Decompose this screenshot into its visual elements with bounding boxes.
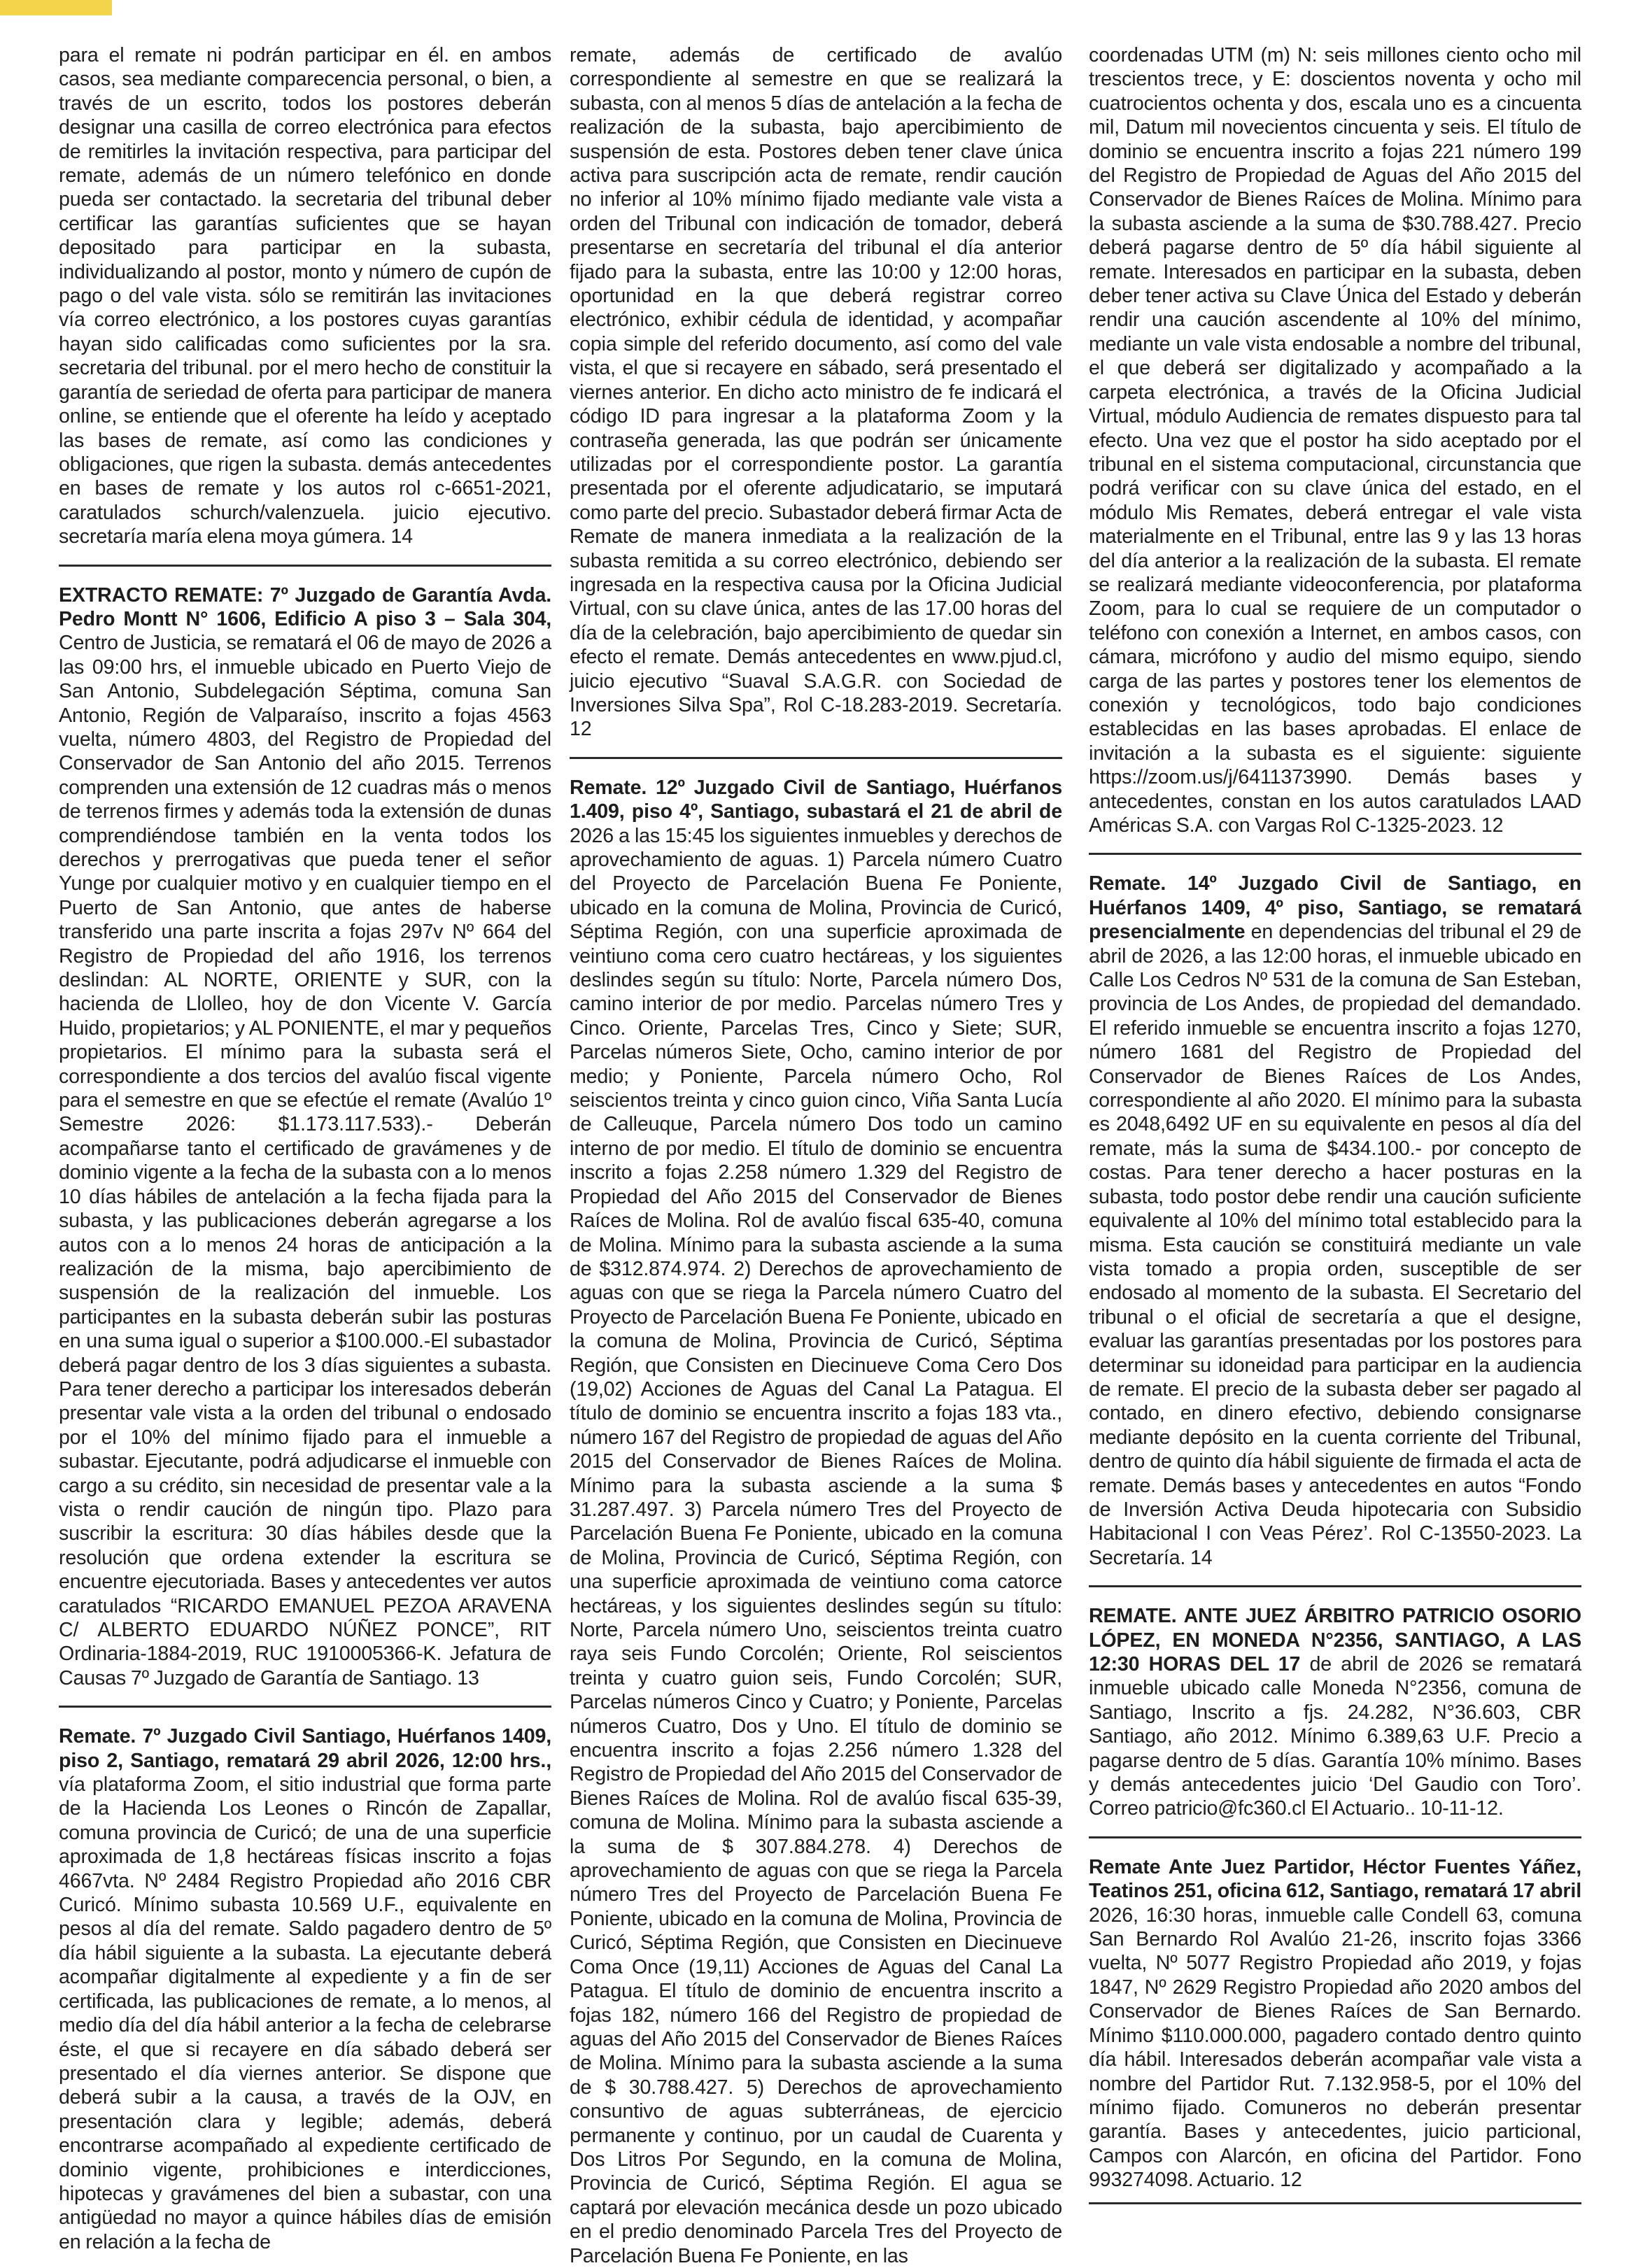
notice-heading: Remate Ante Juez Partidor, Héctor Fuentes Yáñez, Teatinos 251, oficina 612, Santiago, rematará 17 abril	[1089, 1855, 1581, 1903]
notice-continuation	[570, 43, 1062, 742]
notice-divider	[59, 565, 551, 567]
notice-body: para el remate ni podrán participar en él. en ambos casos, sea mediante comparecencia personal, o bien, a través de un escrito, todos los postores deberán designar una casilla de correo electrónica para efectos de remitirles la invitación respectiva, para participar del remate, además de un número telefónico en donde pueda ser contactado. la secretaria del tribunal deber certificar las garantías suficientes que se hayan depositado para participar en la subasta, individualizando al postor, monto y número de cupón de pago o del vale vista. sólo se remitirán las invitaciones vía correo electrónico, a los postores cuyas garantías hayan sido calificadas como suficientes por la sra. secretaria del tribunal. por el mero hecho de constituir la garantía de seriedad de oferta para participar de manera online, se entiende que el oferente ha leído y aceptado las bases de remate, así como las condiciones y obligaciones, que rigen la subasta. demás antecedentes en bases de remate y los autos rol c-6651-2021, caratulados schurch/valenzuela. juicio ejecutivo. secretaría maría elena moya gúmera. 14	[59, 44, 551, 548]
notice-divider	[1089, 1836, 1581, 1838]
notice-divider	[1089, 2202, 1581, 2204]
page-corner-marker	[0, 0, 112, 15]
notice-remate-juez-partidor	[1089, 1855, 1581, 2192]
notice-heading: EXTRACTO REMATE: 7º Juzgado de Garantía Avda. Pedro Montt N° 1606, Edificio A piso 3 – Sala 304,	[59, 583, 551, 630]
notice-remate-7-juzgado-civil	[59, 1724, 551, 2254]
notice-divider	[1089, 853, 1581, 855]
notice-continuation	[1089, 43, 1581, 837]
column-1	[59, 43, 551, 2253]
notice-body: 2026, 16:30 horas, inmueble calle Condell 63, comuna San Bernardo Rol Avalúo 21-26, inscrito fojas 3366 vuelta, Nº 5077 Registro Propiedad año 2019, y fojas 1847, Nº 2629 Registro Propiedad año 2020 ambos del Conservador de Bienes Raíces de San Bernardo. Mínimo $110.000.000, pagadero contado dentro quinto día hábil. Interesados deberán acompañar vale vista a nombre del Partidor Rut. 7.132.958-5, por el 10% del mínimo fijado. Comuneros no deberán presentar garantía. Bases y antecedentes, juicio particional, Campos con Alarcón, en oficina del Partidor. Fono 993274098. Actuario. 12	[1089, 1904, 1581, 2192]
notice-continuation	[59, 43, 551, 549]
notice-body: en dependencias del tribunal el 29 de abril de 2026, a las 12:00 horas, el inmueble ubicado en Calle Los Cedros Nº 531 de la comuna de San Esteban, provincia de Los Andes, de propiedad del demandado. El referido inmueble se encuentra inscrito a fojas 1270, número 1681 del Registro de Propiedad del Conservador de Bienes Raíces de Los Andes, correspondiente al año 2020. El mínimo para la subasta es 2048,6492 UF en su equivalente en pesos al día del remate, más la suma de $434.100.- por concepto de costas. Para tener derecho a hacer posturas en la subasta, todo postor debe rendir una caución suficiente equivalente al 10% del mínimo total establecido para la misma. Esta caución se constituirá mediante un vale vista tomado a propia orden, susceptible de ser endosado al momento de la subasta. El Secretario del tribunal o el oficial de secretaría a que el designe, evaluar las garantías presentadas por los postores para determinar su idoneidad para participar en la audiencia de remate. El precio de la subasta deber ser pagado al contado, en dinero efectivo, debiendo consignarse mediante depósito en la cuenta corriente del Tribunal, dentro de quinto día hábil siguiente de firmada el acta de remate. Demás bases y antecedentes en autos “Fondo de Inversión Activa Deuda hipotecaria con Subsidio Habitacional I con Veas Pérez’. Rol C-13550-2023. La Secretaría. 14	[1089, 921, 1581, 1569]
notice-remate-12-juzgado-civil	[570, 776, 1062, 2268]
notice-body: 2026 a las 15:45 los siguientes inmuebles y derechos de aprovechamiento de aguas. 1) Parcela número Cuatro del Proyecto de Parcelación Buena Fe Poniente, ubicado en la comuna de Molina, Provincia de Curicó, Séptima Región, con una superficie aproximada de veintiuno coma cero cuatro hectáreas, y los siguientes deslindes según su título: Norte, Parcela número Dos, camino interior de por medio. Parcelas número Tres y Cinco. Oriente, Parcelas Tres, Cinco y Siete; SUR, Parcelas números Siete, Ocho, camino interior de por medio; y Poniente, Parcela número Ocho, Rol seiscientos treinta y cinco guion cinco, Viña Santa Lucía de Calleuque, Parcela número Dos todo un camino interno de por medio. El título de dominio se encuentra inscrito a fojas 2.258 número 1.329 del Registro de Propiedad del Año 2015 del Conservador de Bienes Raíces de Molina. Rol de avalúo fiscal 635-40, comuna de Molina. Mínimo para la subasta asciende a la suma de $312.874.974. 2) Derechos de aprovechamiento de aguas con que se riega la Parcela número Cuatro del Proyecto de Parcelación Buena Fe Poniente, ubicado en la comuna de Molina, Provincia de Curicó, Séptima Región, que Consisten en Diecinueve Coma Cero Dos (19,02) Acciones de Aguas del Canal La Patagua. El título de dominio se encuentra inscrito a fojas 183 vta., número 167 del Registro de propiedad de aguas del Año 2015 del Conservador de Bienes Raíces de Molina. Mínimo para la subasta asciende a la suma $ 31.287.497. 3) Parcela número Tres del Proyecto de Parcelación Buena Fe Poniente, ubicado en la comuna de Molina, Provincia de Curicó, Séptima Región, con una superficie aproximada de veintiuno coma catorce hectáreas, y los siguientes deslindes según su título: Norte, Parcela número Uno, seiscientos treinta cuatro raya seis Fundo Corcolén; Oriente, Rol seiscientos treinta y cuatro guion seis, Fundo Corcolén; SUR, Parcelas números Cinco y Cuatro; y Poniente, Parcelas números Cuatro, Dos y Uno. El título de dominio se encuentra inscrito a fojas 2.256 número 1.328 del Registro de Propiedad del Año 2015 del Conservador de Bienes Raíces de Molina. Rol de avalúo fiscal 635-39, comuna de Molina. Mínimo para la subasta asciende a la suma de $ 307.884.278. 4) Derechos de aprovechamiento de aguas con que se riega la Parcela número Tres del Proyecto de Parcelación Buena Fe Poniente, ubicado en la comuna de Molina, Provincia de Curicó, Séptima Región, que Consisten en Diecinueve Coma Once (19,11) Acciones de Aguas del Canal La Patagua. El título de dominio de encuentra inscrito a fojas 182, número 166 del Registro de propiedad de aguas del Año 2015 del Conservador de Bienes Raíces de Molina. Mínimo para la subasta asciende a la suma de $ 30.788.427. 5) Derechos de aprovechamiento consuntivo de aguas subterráneas, de ejercicio permanente y continuo, por un caudal de Cuarenta y Dos Litros Por Segundo, en la comuna de Molina, Provincia de Curicó, Séptima Región. El agua se captará por elevación mecánica desde un pozo ubicado en el predio denominado Parcela Tres del Proyecto de Parcelación Buena Fe Poniente, en las	[570, 824, 1062, 2267]
notice-body: coordenadas UTM (m) N: seis millones ciento ocho mil trescientos trece, y E: doscientos noventa y ocho mil cuatrocientos ochenta y dos, escala uno es a cincuenta mil, Datum mil novecientos cincuenta y seis. El título de dominio se encuentra inscrito a fojas 221 número 199 del Registro de Propiedad de Aguas del Año 2015 del Conservador de Bienes Raíces de Molina. Mínimo para la subasta asciende a la suma de $30.788.427. Precio deberá pagarse dentro de 5º día hábil siguiente al remate. Interesados en participar en la subasta, deben deber tener activa su Clave Única del Estado y deberán rendir una caución ascendente al 10% del mínimo, mediante un vale vista endosable a nombre del tribunal, el que deberá ser digitalizado y acompañado a la carpeta electrónica, a través de la Oficina Judicial Virtual, módulo Audiencia de remates dispuesto para tal efecto. Una vez que el postor ha sido aceptado por el tribunal en el sistema computacional, circunstancia que podrá verificar con su clave única del estado, en el módulo Mis Remates, deberá entregar el vale vista materialmente en el Tribunal, entre las 9 y las 13 horas del día anterior a la realización de la subasta. El remate se realizará mediante videoconferencia, por plataforma Zoom, para lo cual se requiere de un computador o teléfono con conexión a Internet, en ambos casos, con cámara, micrófono y audio del mismo equipo, siendo carga de las partes y postores tener los elementos de conexión y tecnológicos, todo bajo condiciones establecidas en las bases aprobadas. El enlace de invitación a la subasta es el siguiente: siguiente https://zoom.us/j/6411373990. Demás bases y antecedentes, constan en los autos caratulados LAAD Américas S.A. con Vargas Rol C-1325-2023. 12	[1089, 44, 1581, 837]
column-2	[570, 43, 1062, 2267]
notice-divider	[59, 1706, 551, 1708]
notice-heading: REMATE. ANTE JUEZ ÁRBITRO PATRICIO OSORIO LÓPEZ, EN MONEDA N°2356, SANTIAGO, A LAS 12:30 HORAS DEL 17	[1089, 1605, 1581, 1675]
notice-divider	[570, 757, 1062, 759]
notice-heading: Remate. 14º Juzgado Civil de Santiago, en Huérfanos 1409, 4º piso, Santiago, se rematará presencialmente	[1089, 872, 1581, 944]
notice-extracto-remate	[59, 583, 551, 1691]
notice-heading: Remate. 12º Juzgado Civil de Santiago, Huérfanos 1.409, piso 4º, Santiago, subastará el 21 de abril de	[570, 776, 1062, 823]
notice-heading: Remate. 7º Juzgado Civil Santiago, Huérfanos 1409, piso 2, Santiago, rematará 29 abril 2026, 12:00 hrs.,	[59, 1725, 551, 1772]
column-3	[1089, 43, 1581, 2240]
notice-body: Centro de Justicia, se rematará el 06 de mayo de 2026 a las 09:00 hrs, el inmueble ubicado en Puerto Viejo de San Antonio, Subdelegación Séptima, comuna San Antonio, Región de Valparaíso, inscrito a fojas 4563 vuelta, número 4803, del Registro de Propiedad del Conservador de San Antonio del año 2015. Terrenos comprenden una extensión de 12 cuadras más o menos de terrenos firmes y además toda la extensión de dunas comprendiéndose también en la venta todos los derechos y prerrogativas que pueda tener el señor Yunge por cualquier motivo y en cualquier tiempo en el Puerto de San Antonio, que antes de haberse transferido una parte inscrita a fojas 297v Nº 664 del Registro de Propiedad del año 1916, los terrenos deslindan: AL NORTE, ORIENTE y SUR, con la hacienda de Llolleo, hoy de don Vicente V. García Huido, propietarios; y AL PONIENTE, el mar y pequeños propietarios. El mínimo para la subasta será el correspondiente a dos tercios del avalúo fiscal vigente para el semestre en que se efectúe el remate (Avalúo 1º Semestre 2026: $1.173.117.533).- Deberán acompañarse tanto el certificado de gravámenes y de dominio vigente a la fecha de la subasta con a lo menos 10 días hábiles de antelación a la fecha fijada para la subasta, y las publicaciones deberán agregarse a los autos con a lo menos 24 horas de anticipación a la realización de la misma, bajo apercibimiento de suspensión de la realización del inmueble. Los participantes en la subasta deberán subir las posturas en una suma igual o superior a $100.000.-El subastador deberá pagar dentro de los 3 días siguientes a subasta. Para tener derecho a participar los interesados deberán presentar vale vista a la orden del tribunal o endosado por el 10% del mínimo fijado para el inmueble a subastar. Ejecutante, podrá adjudicarse el inmueble con cargo a su crédito, sin necesidad de presentar vale a la vista o rendir caución de ningún tipo. Plazo para suscribir la escritura: 30 días hábiles desde que la resolución que ordena extender la escritura se encuentre ejecutoriada. Bases y antecedentes ver autos caratulados “RICARDO EMANUEL PEZOA ARAVENA C/ ALBERTO EDUARDO NÚÑEZ PONCE”, RIT Ordinaria-1884-2019, RUC 1910005366-K. Jefatura de Causas 7º Juzgado de Garantía de Santiago. 13	[59, 632, 551, 1689]
notice-body: de abril de 2026 se rematará inmueble ubicado calle Moneda N°2356, comuna de Santiago, Inscrito a fjs. 24.282, N°36.603, CBR Santiago, año 2012. Mínimo 6.389,63 U.F. Precio a pagarse dentro de 5 días. Garantía 10% mínimo. Bases y demás antecedentes juicio ‘Del Gaudio con Toro’. Correo patricio@fc360.cl El Actuario.. 10-11-12.	[1089, 1653, 1581, 1820]
notice-divider	[1089, 1585, 1581, 1587]
notice-remate-14-juzgado-civil	[1089, 872, 1581, 1570]
notice-body: vía plataforma Zoom, el sitio industrial que forma parte de la Hacienda Los Leones o Rincón de Zapallar, comuna provincia de Curicó; de una de una superficie aproximada de 1,8 hectáreas físicas inscrito a fojas 4667vta. Nº 2484 Registro Propiedad año 2016 CBR Curicó. Mínimo subasta 10.569 U.F., equivalente en pesos al día del remate. Saldo pagadero dentro de 5º día hábil siguiente a la subasta. La ejecutante deberá acompañar digitalmente al expediente y a fin de ser certificada, las publicaciones de remate, a lo menos, al medio día del día hábil anterior a la fecha de celebrarse éste, el que si recayere en día sábado deberá ser presentado el día viernes anterior. Se dispone que deberá subir a la causa, a través de la OJV, en presentación clara y legible; además, deberá encontrarse acompañado al expediente certificado de dominio vigente, prohibiciones e interdicciones, hipotecas y gravámenes del bien a subastar, con una antigüedad no mayor a quince hábiles días de emisión en relación a la fecha de	[59, 1773, 551, 2253]
notice-body: remate, además de certificado de avalúo correspondiente al semestre en que se realizará la subasta, con al menos 5 días de antelación a la fecha de realización de la subasta, bajo apercibimiento de suspensión de esta. Postores deben tener clave única activa para suscripción acta de remate, rendir caución no inferior al 10% mínimo fijado mediante vale vista a orden del Tribunal con indicación de tomador, deberá presentarse en secretaría del tribunal el día anterior fijado para la subasta, entre las 10:00 y 12:00 horas, oportunidad en la que deberá registrar correo electrónico, exhibir cédula de identidad, y acompañar copia simple del referido documento, así como del vale vista, el que si recayere en sábado, será presentado el viernes anterior. En dicho acto ministro de fe indicará el código ID para ingresar a la plataforma Zoom y la contraseña generada, las que podrán ser únicamente utilizadas por el correspondiente postor. La garantía presentada por el oferente adjudicatario, se imputará como parte del precio. Subastador deberá firmar Acta de Remate de manera inmediata a la realización de la subasta remitida a su correo electrónico, debiendo ser ingresada en la respectiva causa por la Oficina Judicial Virtual, con su clave única, antes de las 17.00 horas del día de la celebración, bajo apercibimiento de quedar sin efecto el remate. Demás antecedentes en www.pjud.cl, juicio ejecutivo “Suaval S.A.G.R. con Sociedad de Inversiones Silva Spa”, Rol C-18.283-2019. Secretaría. 12	[570, 44, 1062, 741]
notice-remate-juez-arbitro	[1089, 1604, 1581, 1821]
